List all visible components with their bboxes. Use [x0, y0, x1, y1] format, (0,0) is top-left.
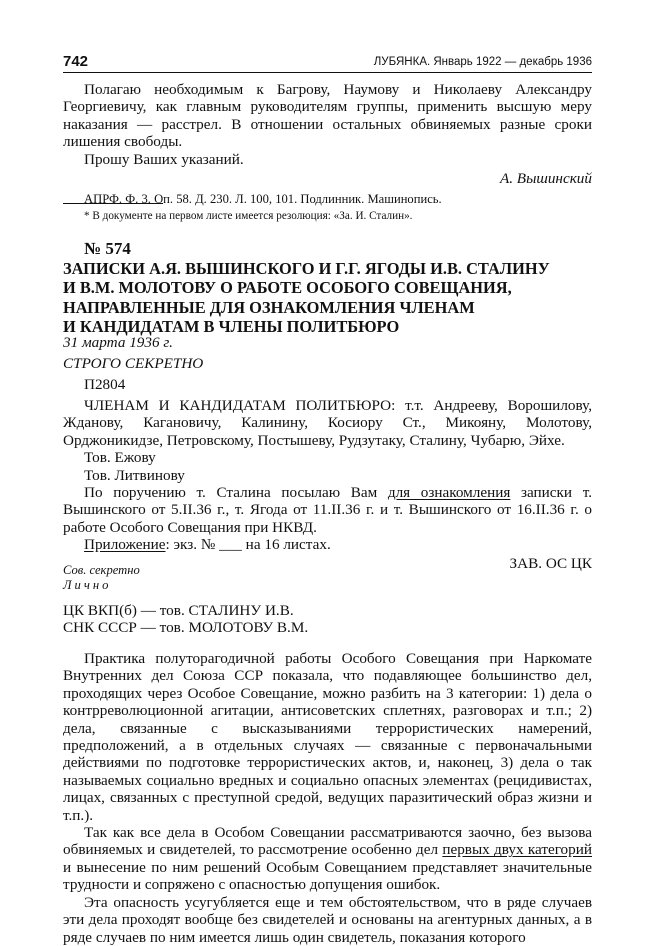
memo-paragraph-3: Эта опасность усугубляется еще и тем обстоятельством, что в ряде случаев эти дела проходят вообще без свидетелей и основаны на агентурных данных, а в ряде случаев по ним имеется лишь один свидетель, показания которого: [63, 893, 592, 946]
document-heading: [63, 239, 592, 337]
addressee-yezhov: Тов. Ежову: [84, 449, 156, 467]
cover-text: записки т. Вышинского от 5.II.36 г., т. Ягода от 11.II.36 г. и т. Вышинского от 16.II.36 г. о работе Особого Совещания при НКВД.: [63, 484, 592, 536]
paragraph-text: Так как все дела в Особом Совещании рассматриваются заочно, без вызова обвиняемых и свидетелей, то рассмотрение особенно дел: [63, 824, 592, 859]
title-line: И КАНДИДАТАМ В ЧЛЕНЫ ПОЛИТБЮРО: [63, 317, 400, 337]
running-title: ЛУБЯНКА. Январь 1922 — декабрь 1936: [373, 56, 592, 68]
underlined-categories: первых двух категорий: [442, 841, 592, 859]
prev-signature: А. Вышинский: [499, 170, 592, 188]
addressees-list: т.т. Андрееву, Ворошилову, Жданову, Кагановичу, Калинину, Косиору Ст., Микояну, Молотову, Орджоникидзе, Петровскому, Постышеву, Рудзутаку, Сталину, Чубарю, Эйхе.: [63, 397, 593, 449]
appendix-line: [63, 536, 592, 553]
title-line: ЗАПИСКИ А.Я. ВЫШИНСКОГО И Г.Г. ЯГОДЫ И.В. СТАЛИНУ: [63, 259, 550, 278]
footnote-block: [63, 203, 592, 223]
footnote-rule: [63, 203, 163, 204]
appendix-text: : экз. № ___ на 16 листах.: [165, 536, 331, 554]
memo-paragraph-1: Практика полуторагодичной работы Особого Совещания при Наркомате Внутренних дел Союза ССР показала, что подавляющее большинство дел, проходящих через Особое Совещание, можно разбить на 3 категории: 1) дела о контрреволюционной агитации, антисоветских сплетнях, разговорах и т.п.; 2) дела, связанные с высказываниями террористических намерений, предположений, а в отдельных случаях — связанные с первоначальными действиями по подготовке террористических актов, и, наконец, 3) дела о так называемых социально вредных и социально опасных элементах (рецидивистах, лицах, связанных с преступной средой, ведущих паразитический образ жизни и т.п.).: [63, 650, 592, 824]
underlined-for-review: для ознакомления: [387, 484, 511, 502]
paragraph-text: и вынесение по ним решений Особым Совещанием представляет значительные трудности и сопряжено с опасностью допущения ошибок.: [63, 858, 592, 894]
memo: [63, 563, 592, 946]
cover-paragraph: [63, 484, 592, 536]
previous-document-ending: [63, 81, 592, 207]
protocol-number: П2804: [84, 376, 126, 393]
archive-reference: АПРФ. Ф. 3. Оп. 58. Д. 230. Л. 100, 101. Подлинник. Машинопись.: [84, 192, 442, 207]
title-line: НАПРАВЛЕННЫЕ ДЛЯ ОЗНАКОМЛЕНИЯ ЧЛЕНАМ: [63, 297, 475, 317]
page-header: [63, 52, 592, 73]
memo-secrecy: Сов. секретно: [63, 563, 140, 577]
addressees-label: ЧЛЕНАМ И КАНДИДАТАМ ПОЛИТБЮРО:: [84, 397, 396, 414]
document-date: 31 марта 1936 г.: [63, 334, 173, 351]
prev-request: Прошу Ваших указаний.: [84, 150, 244, 168]
addressee-litvinov: Тов. Литвинову: [84, 466, 185, 484]
memo-recipient-2: СНК СССР — тов. МОЛОТОВУ В.М.: [63, 619, 309, 636]
document-title: [63, 259, 592, 337]
prev-paragraph: Полагаю необходимым к Багрову, Наумову и Николаеву Александру Георгиевичу, как главным руководителям группы, применить высшую меру наказания — расстрел. В отношении остальных обвиняемых разные сроки лишения свободы.: [63, 81, 592, 151]
cover-letter: [63, 333, 592, 572]
signatory: ЗАВ. ОС ЦК: [509, 554, 592, 572]
title-line: И В.М. МОЛОТОВУ О РАБОТЕ ОСОБОГО СОВЕЩАНИЯ,: [63, 278, 512, 298]
cover-text: По поручению т. Сталина посылаю Вам: [84, 484, 388, 502]
memo-personal: Лично: [63, 578, 112, 592]
document-number: № 574: [84, 239, 131, 258]
classification: СТРОГО СЕКРЕТНО: [63, 355, 204, 372]
footnote: * В документе на первом листе имеется резолюция: «За. И. Сталин».: [84, 210, 413, 222]
appendix-label: Приложение: [84, 536, 166, 554]
page-number: 742: [63, 53, 89, 70]
memo-paragraph-2: [63, 824, 592, 894]
addressees-paragraph: [63, 397, 592, 449]
memo-recipient-1: ЦК ВКП(б) — тов. СТАЛИНУ И.В.: [63, 602, 294, 619]
